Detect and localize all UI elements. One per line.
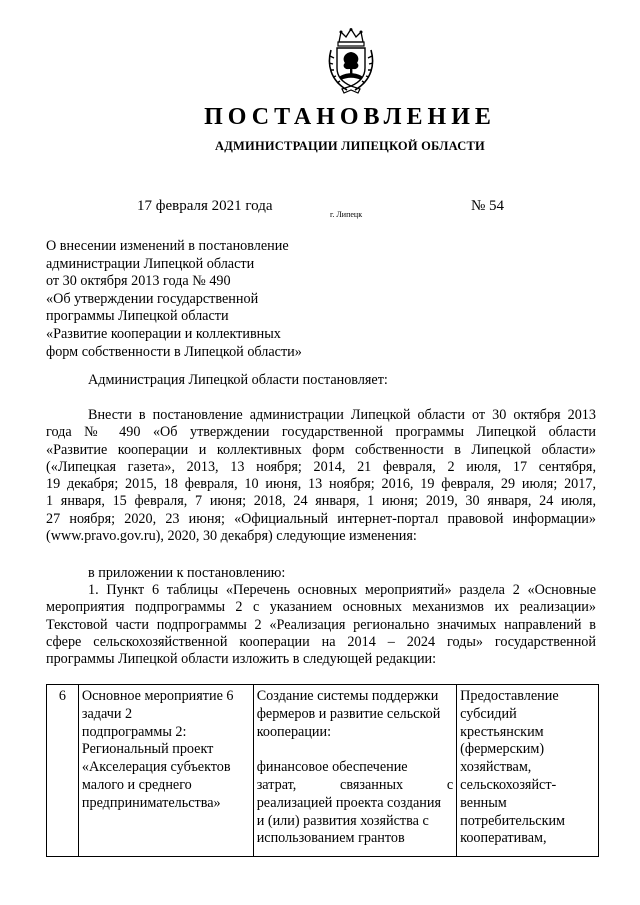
cell-line: использованием грантов [256, 830, 405, 847]
document-subtitle: АДМИНИСТРАЦИИ ЛИПЕЦКОЙ ОБЛАСТИ [215, 139, 485, 153]
body-line: (www.pravo.gov.ru), 2020, 30 декабря) следующие изменения: [46, 528, 417, 545]
cell-line: фермеров и развитие сельской [256, 705, 441, 722]
table-row [47, 685, 599, 857]
cell-word: связанных [340, 776, 404, 793]
subject-line: «Об утверждении государственной [46, 290, 259, 307]
body-paragraph-1 [46, 407, 596, 545]
cell-line: хозяйствам, [460, 759, 532, 776]
cell-line: субсидий [460, 705, 517, 722]
document-date: 17 февраля 2021 года [137, 198, 273, 214]
body-line: «Развитие кооперации и коллективных форм собственности в Липецкой области» [46, 441, 596, 458]
document-subject [46, 238, 302, 361]
cell-line: Региональный проект [81, 741, 214, 758]
cell-line: задачи 2 [81, 705, 133, 722]
activities-table [46, 684, 599, 857]
point-1-paragraph: 1. Пункт 6 таблицы «Перечень основных мероприятий» раздела 2 «Основные мероприятия подпрограммы 2 с указанием основных механизмов их реализации» Текстовой части подпрограммы 2 «Реализация регионально значимых направлений в сфере сельскохозяйственной кооперации на 2014 – 2024 годы» государственной программы Липецкой области изложить в следующей редакции: [46, 582, 596, 668]
cell-line: «Акселерация субъектов [81, 759, 231, 776]
subject-line: «Развитие кооперации и коллективных [46, 325, 281, 342]
cell-line: финансовое обеспечение [256, 759, 408, 776]
subject-line: форм собственности в Липецкой области» [46, 343, 302, 360]
cell-word: с [446, 776, 454, 793]
cell-line: Предоставление [460, 688, 559, 704]
decree-statement: Администрация Липецкой области постановляет: [88, 372, 388, 388]
cell-line: (фермерским) [460, 741, 545, 758]
body-line: 27 ноября; 2020, 23 июня; «Официальный интернет-портал правовой информации» [46, 510, 596, 527]
cell-line: подпрограммы 2: [81, 723, 187, 740]
subject-line: программы Липецкой области [46, 308, 229, 325]
table-cell-number: 6 [47, 685, 79, 857]
cell-line: кооперативам, [460, 830, 547, 847]
cell-line: Создание системы поддержки [256, 688, 439, 704]
cell-line: и (или) развития хозяйства с [256, 812, 429, 829]
cell-line: малого и среднего [81, 776, 192, 793]
cell-line: венным [460, 794, 507, 811]
cell-line: кооперации: [256, 723, 332, 740]
cell-line: реализацией проекта создания [256, 794, 442, 811]
subject-line: О внесении изменений в постановление [46, 238, 289, 254]
table-cell-activity [78, 685, 253, 857]
table-cell-description [253, 685, 456, 857]
cell-line: потребительским [460, 812, 566, 829]
document-city: г. Липецк [330, 210, 363, 219]
body-line: («Липецкая газета», 2013, 13 ноября; 2014, 21 февраля, 2 июля, 17 сентября, [46, 458, 596, 475]
body-line: года № 490 «Об утверждении государственной программы Липецкой области [46, 424, 596, 441]
cell-line: предпринимательства» [81, 794, 221, 811]
cell-line: сельскохозяйст- [460, 776, 557, 793]
annex-intro: в приложении к постановлению: [88, 565, 286, 581]
subject-line: администрации Липецкой области [46, 255, 255, 272]
cell-word: затрат, [256, 776, 297, 793]
document-title: ПОСТАНОВЛЕНИЕ [204, 104, 496, 130]
body-line: 19 декабря; 2015, 18 февраля, 10 июня, 13 ноября; 2016, 19 февраля, 29 июля; 2017, [46, 476, 596, 493]
cell-line: крестьянским [460, 723, 544, 740]
cell-line [257, 777, 453, 795]
lipetsk-coat-of-arms-emblem [325, 28, 377, 94]
document-number: № 54 [471, 198, 505, 214]
body-line: 1 января, 15 февраля, 7 июня; 2018, 24 января, 1 июня; 2019, 30 января, 24 июля, [46, 493, 596, 510]
subject-line: от 30 октября 2013 года № 490 [46, 273, 231, 290]
body-line: Внести в постановление администрации Липецкой области от 30 октября 2013 [88, 407, 596, 423]
table-cell-mechanism [457, 685, 599, 857]
cell-line: Основное мероприятие 6 [81, 688, 234, 704]
